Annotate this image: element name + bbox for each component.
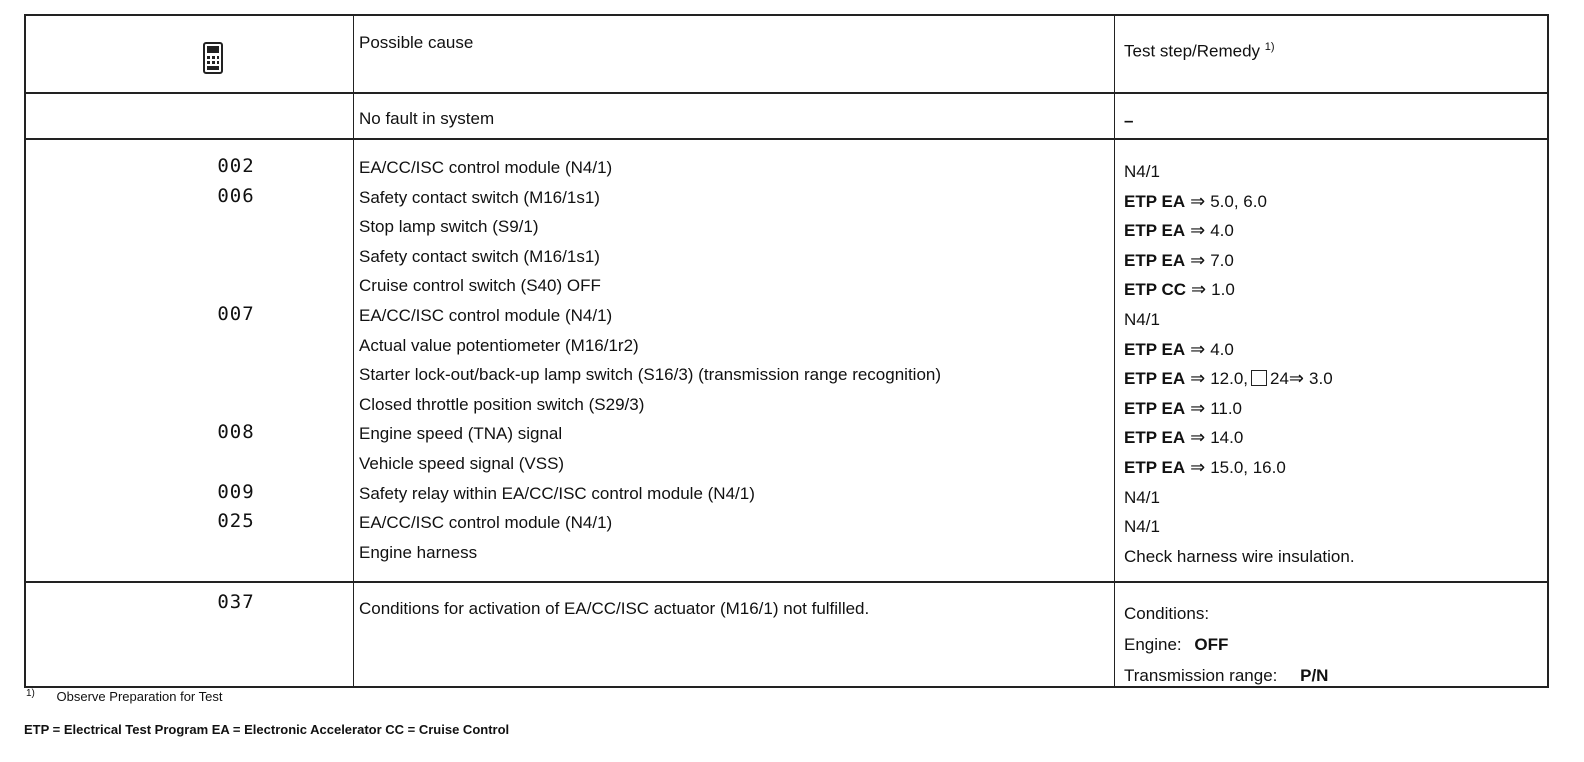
remedy-item bbox=[1124, 335, 1355, 365]
arrow-icon: ⇒ bbox=[1185, 427, 1211, 448]
remedy-text: N4/1 bbox=[1124, 162, 1160, 181]
remedy-text: N4/1 bbox=[1124, 309, 1160, 329]
cause-item: EA/CC/ISC control module (N4/1) bbox=[359, 158, 613, 177]
remedy-item bbox=[1124, 305, 1355, 335]
etp-prefix: ETP EA bbox=[1124, 457, 1186, 477]
cause-item: Actual value potentiometer (M16/1r2) bbox=[359, 335, 639, 355]
etp-prefix: ETP EA bbox=[1124, 398, 1186, 418]
remedy-item bbox=[1124, 275, 1355, 305]
remedy-text: 15.0, 16.0 bbox=[1210, 457, 1286, 477]
footnote-text: Observe Preparation for Test bbox=[56, 689, 223, 705]
cause-item: EA/CC/ISC control module (N4/1) bbox=[359, 305, 613, 325]
cause-item: Engine harness bbox=[359, 542, 478, 562]
remedy-item bbox=[1124, 364, 1355, 394]
footnote-marker: 1) bbox=[26, 688, 35, 699]
range-value: P/N bbox=[1300, 666, 1329, 685]
remedy-text: 4.0 bbox=[1210, 339, 1234, 359]
remedy-item bbox=[1124, 394, 1355, 424]
cause-item: Vehicle speed signal (VSS) bbox=[359, 453, 565, 473]
footnote-line bbox=[26, 688, 222, 704]
etp-prefix: ETP EA bbox=[1124, 369, 1186, 389]
remedy-text: Check harness wire insulation. bbox=[1124, 546, 1355, 566]
fault-code: 002 bbox=[217, 155, 255, 177]
remedy-text: 7.0 bbox=[1210, 250, 1234, 270]
cause-item: Safety relay within EA/CC/ISC control module (N4/1) bbox=[359, 483, 755, 503]
engine-label: Engine: bbox=[1124, 635, 1182, 654]
etp-prefix: ETP EA bbox=[1124, 250, 1186, 270]
fault-code: 006 bbox=[217, 184, 255, 207]
arrow-icon: ⇒ bbox=[1185, 190, 1211, 211]
engine-value: OFF bbox=[1194, 635, 1229, 654]
header-divider bbox=[26, 92, 1547, 94]
arrow-icon: ⇒ bbox=[1185, 338, 1211, 359]
range-condition bbox=[1124, 660, 1328, 691]
remedy-item bbox=[1124, 187, 1355, 217]
diagnostic-table bbox=[24, 14, 1549, 688]
arrow-icon: ⇒ bbox=[1186, 279, 1212, 300]
remedy-item bbox=[1124, 157, 1355, 187]
arrow-icon: ⇒ bbox=[1185, 220, 1211, 241]
fault-code-037: 037 bbox=[217, 591, 255, 613]
remedy-item bbox=[1124, 483, 1355, 513]
last-cause: Conditions for activation of EA/CC/ISC actuator (M16/1) not fulfilled. bbox=[359, 599, 870, 618]
arrow-icon: ⇒ bbox=[1288, 368, 1310, 389]
fault-code: 008 bbox=[217, 421, 255, 444]
arrow-icon: ⇒ bbox=[1185, 249, 1211, 270]
header-cause: Possible cause bbox=[359, 33, 474, 52]
range-label: Transmission range: bbox=[1124, 666, 1278, 685]
cause-item: EA/CC/ISC control module (N4/1) bbox=[359, 513, 613, 533]
remedy-item bbox=[1124, 216, 1355, 246]
no-fault-divider bbox=[26, 138, 1547, 140]
column-divider-1 bbox=[353, 16, 354, 686]
fault-code: 009 bbox=[217, 480, 255, 503]
header-remedy-note: 1) bbox=[1264, 41, 1275, 53]
tester-icon bbox=[202, 42, 224, 80]
engine-condition bbox=[1124, 629, 1328, 660]
cause-item: Closed throttle position switch (S29/3) bbox=[359, 394, 645, 414]
fault-code: 025 bbox=[217, 510, 255, 533]
remedy-item bbox=[1124, 246, 1355, 276]
remedy-list bbox=[1124, 157, 1355, 571]
cause-item: Engine speed (TNA) signal bbox=[359, 424, 563, 444]
no-fault-remedy: – bbox=[1124, 111, 1134, 130]
remedy-extra-text: 3.0 bbox=[1309, 369, 1333, 389]
remedy-text: 4.0 bbox=[1210, 221, 1234, 241]
header-remedy-label: Test step/Remedy bbox=[1124, 41, 1261, 61]
conditions-label: Conditions: bbox=[1124, 604, 1210, 623]
arrow-icon: ⇒ bbox=[1185, 456, 1211, 477]
cause-item: Starter lock-out/back-up lamp switch (S16/3) (transmission range recognition) bbox=[359, 365, 942, 385]
cause-item: Cruise control switch (S40) OFF bbox=[359, 276, 601, 296]
remedy-extra: 24 bbox=[1270, 369, 1289, 389]
remedy-item bbox=[1124, 423, 1355, 453]
header-remedy bbox=[1124, 36, 1275, 63]
remedy-text: N4/1 bbox=[1124, 517, 1160, 537]
cause-list bbox=[359, 153, 941, 567]
etp-prefix: ETP CC bbox=[1124, 280, 1187, 300]
cause-item: Stop lamp switch (S9/1) bbox=[359, 217, 539, 237]
arrow-icon: ⇒ bbox=[1185, 397, 1211, 418]
arrow-icon: ⇒ bbox=[1185, 368, 1211, 389]
remedy-text: 12.0, bbox=[1210, 369, 1248, 389]
no-fault-cause: No fault in system bbox=[359, 109, 495, 128]
cause-item: Safety contact switch (M16/1s1) bbox=[359, 187, 600, 207]
etp-prefix: ETP EA bbox=[1124, 428, 1186, 448]
fault-code: 007 bbox=[217, 303, 255, 325]
column-divider-2 bbox=[1114, 16, 1115, 686]
etp-prefix: ETP EA bbox=[1124, 191, 1186, 211]
remedy-text: N4/1 bbox=[1124, 487, 1160, 507]
remedy-text: 5.0, 6.0 bbox=[1210, 191, 1267, 211]
remedy-item bbox=[1124, 453, 1355, 483]
remedy-item bbox=[1124, 542, 1355, 572]
box-icon bbox=[1251, 370, 1267, 386]
etp-prefix: ETP EA bbox=[1124, 339, 1186, 359]
etp-prefix: ETP EA bbox=[1124, 221, 1186, 241]
conditions-block bbox=[1124, 598, 1328, 691]
main-block-divider bbox=[26, 581, 1547, 583]
remedy-text: 1.0 bbox=[1211, 280, 1235, 300]
cause-item: Safety contact switch (M16/1s1) bbox=[359, 246, 600, 266]
abbreviation-legend: ETP = Electrical Test Program EA = Electronic Accelerator CC = Cruise Control bbox=[24, 722, 510, 737]
remedy-text: 11.0 bbox=[1210, 398, 1243, 418]
remedy-text: 14.0 bbox=[1210, 428, 1244, 448]
remedy-item bbox=[1124, 512, 1355, 542]
